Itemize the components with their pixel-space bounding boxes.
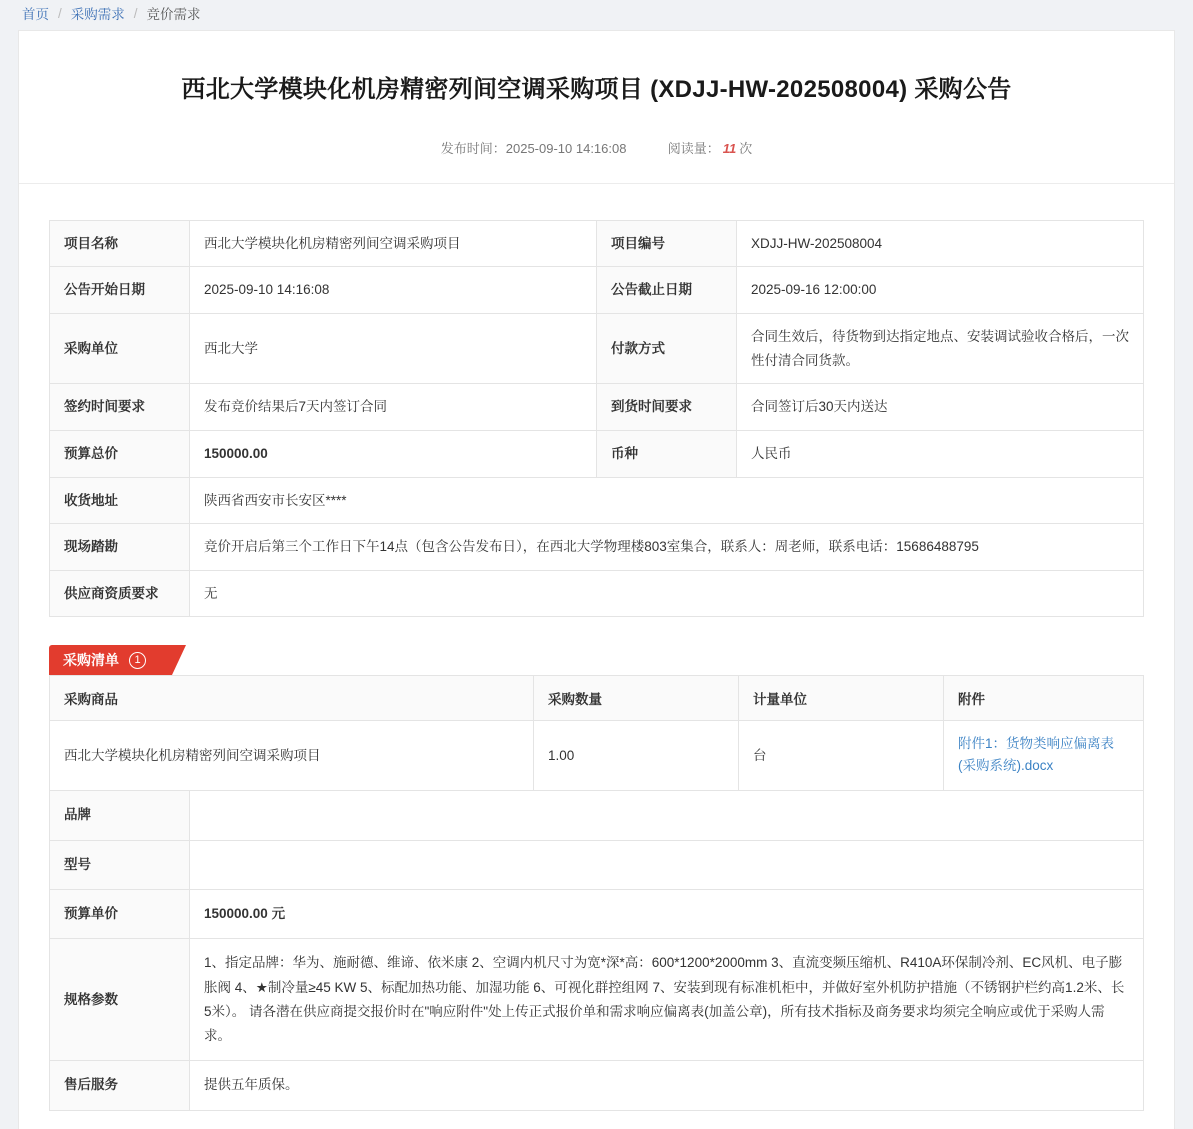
purchase-list-section-header [49, 645, 1144, 675]
column-header-goods: 采购商品 [50, 676, 534, 721]
purchase-list-table [49, 675, 1144, 1110]
table-row [50, 570, 1144, 617]
breadcrumb-separator: / [58, 5, 62, 21]
table-row [50, 524, 1144, 571]
views-count: 11 [722, 140, 737, 156]
views-label: 阅读量： [667, 140, 720, 156]
publish-time-label: 发布时间： [440, 140, 506, 156]
label-project-code: 项目编号 [597, 220, 737, 267]
value-end-date: 2025-09-16 12:00:00 [737, 267, 1144, 314]
label-end-date: 公告截止日期 [597, 267, 737, 314]
table-row [50, 267, 1144, 314]
value-currency: 人民币 [737, 430, 1144, 477]
column-header-quantity: 采购数量 [534, 676, 739, 721]
cell-attachment [944, 721, 1144, 791]
table-row [50, 384, 1144, 431]
value-site-survey: 竞价开启后第三个工作日下午14点（包含公告发布日），在西北大学物理楼803室集合，联系人：周老师，联系电话：15686488795 [190, 524, 1144, 571]
cell-goods-name: 西北大学模块化机房精密列间空调采购项目 [50, 721, 534, 791]
label-supplier-qualification: 供应商资质要求 [50, 570, 190, 617]
section-tab-label: 采购清单 [63, 652, 119, 669]
value-contract-time: 发布竞价结果后7天内签订合同 [190, 384, 597, 431]
value-specification: 1、指定品牌：华为、施耐德、维谛、依米康 2、空调内机尺寸为宽*深*高：600*1200*2000mm 3、直流变频压缩机、R410A环保制冷剂、EC风机、电子膨胀阀 4、★制冷量≥45 KW 5、标配加热功能、加湿功能 6、可视化群控组网 7、安装到现有标准机柜中，并做好室外机防护措施（不锈钢护栏约高1.2米、长5米）。 请各潜在供应商提交报价时在"响应附件"处上传正式报价单和需求响应偏离表(加盖公章)，所有技术指标及商务要求均须完全响应或优于采购人需求。 [190, 939, 1144, 1061]
label-contract-time: 签约时间要求 [50, 384, 190, 431]
label-currency: 币种 [597, 430, 737, 477]
table-row [50, 840, 1144, 889]
label-after-sales: 售后服务 [50, 1061, 190, 1110]
announcement-meta [19, 108, 1174, 183]
table-row [50, 721, 1144, 791]
breadcrumb-item-bidding-demand: 竞价需求 [146, 7, 201, 22]
label-delivery-address: 收货地址 [50, 477, 190, 524]
table-row [50, 889, 1144, 938]
table-row [50, 314, 1144, 384]
value-after-sales: 提供五年质保。 [190, 1061, 1144, 1110]
header-divider [19, 183, 1174, 184]
value-project-name: 西北大学模块化机房精密列间空调采购项目 [190, 220, 597, 267]
label-total-budget: 预算总价 [50, 430, 190, 477]
breadcrumb [0, 0, 1193, 26]
value-project-code: XDJJ-HW-202508004 [737, 220, 1144, 267]
label-site-survey: 现场踏勘 [50, 524, 190, 571]
value-model [190, 840, 1144, 889]
table-row [50, 791, 1144, 840]
table-row [50, 430, 1144, 477]
value-unit-budget: 150000.00 元 [190, 889, 1144, 938]
label-model: 型号 [50, 840, 190, 889]
publish-time-value: 2025-09-10 14:16:08 [505, 140, 627, 156]
value-supplier-qualification: 无 [190, 570, 1144, 617]
table-row [50, 477, 1144, 524]
label-start-date: 公告开始日期 [50, 267, 190, 314]
value-purchaser: 西北大学 [190, 314, 597, 384]
breadcrumb-item-home[interactable]: 首页 [22, 7, 49, 22]
label-delivery-time: 到货时间要求 [597, 384, 737, 431]
page-title: 西北大学模块化机房精密列间空调采购项目 (XDJJ-HW-202508004) 采购公告 [181, 76, 1012, 103]
table-row [50, 939, 1144, 1061]
announcement-card [18, 30, 1175, 1129]
breadcrumb-item-purchase-demand[interactable]: 采购需求 [70, 7, 125, 22]
value-start-date: 2025-09-10 14:16:08 [190, 267, 597, 314]
table-header-row [50, 676, 1144, 721]
cell-quantity: 1.00 [534, 721, 739, 791]
section-tab-purchase-list [49, 645, 172, 675]
views-unit: 次 [739, 140, 753, 156]
label-project-name: 项目名称 [50, 220, 190, 267]
value-delivery-time: 合同签订后30天内送达 [737, 384, 1144, 431]
column-header-unit: 计量单位 [739, 676, 944, 721]
label-brand: 品牌 [50, 791, 190, 840]
label-specification: 规格参数 [50, 939, 190, 1061]
value-total-budget: 150000.00 [190, 430, 597, 477]
cell-unit: 台 [739, 721, 944, 791]
label-purchaser: 采购单位 [50, 314, 190, 384]
project-info-table [49, 220, 1144, 618]
value-brand [190, 791, 1144, 840]
attachment-link[interactable]: 附件1：货物类响应偏离表(采购系统).docx [958, 736, 1115, 774]
column-header-attachment: 附件 [944, 676, 1144, 721]
value-payment-method: 合同生效后，待货物到达指定地点、安装调试验收合格后，一次性付清合同货款。 [737, 314, 1144, 384]
breadcrumb-separator: / [133, 5, 138, 21]
value-delivery-address: 陕西省西安市长安区**** [190, 477, 1144, 524]
label-unit-budget: 预算单价 [50, 889, 190, 938]
table-row [50, 1061, 1144, 1110]
section-tab-badge: 1 [129, 652, 146, 669]
table-row [50, 220, 1144, 267]
label-payment-method: 付款方式 [597, 314, 737, 384]
